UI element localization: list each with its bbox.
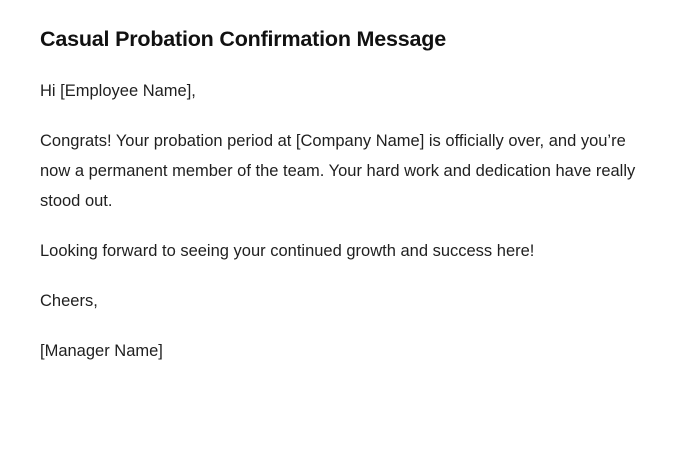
body-paragraph-2: Looking forward to seeing your continued growth and success here! xyxy=(40,242,535,260)
body-paragraph-1: Congrats! Your probation period at [Company Name] is officially over, and you’re now a permanent member of the team. Your hard work and dedication have really stood out. xyxy=(40,131,636,210)
sender-name-paragraph: [Manager Name] xyxy=(40,342,163,361)
signoff-paragraph: Cheers, xyxy=(40,292,98,311)
page-title: Casual Probation Confirmation Message xyxy=(40,27,446,51)
greeting-paragraph: Hi [Employee Name], xyxy=(40,81,196,100)
